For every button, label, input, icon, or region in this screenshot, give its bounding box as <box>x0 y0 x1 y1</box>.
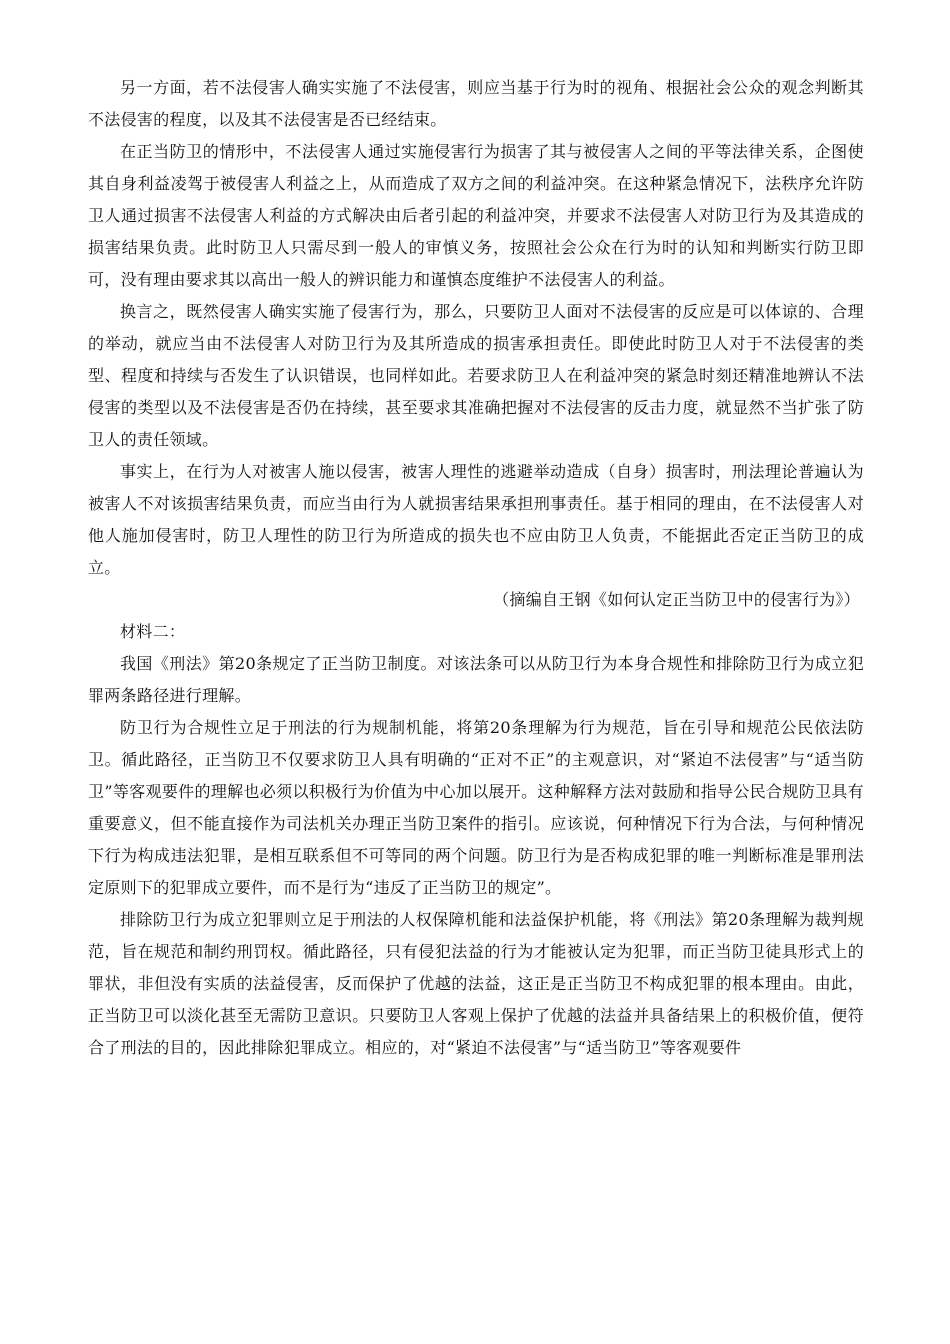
paragraph-6: 防卫行为合规性立足于刑法的行为规制机能，将第20条理解为行为规范，旨在引导和规范公民依法防卫。循此路径，正当防卫不仅要求防卫人具有明确的“正对不正”的主观意识，对“紧迫不法侵害”与“适当防卫”等客观要件的理解也必须以积极行为价值为中心加以展开。这种解释方法对鼓励和指导公民合规防卫具有重要意义，但不能直接作为司法机关办理正当防卫案件的指引。应该说，何种情况下行为合法，与何种情况下行为构成违法犯罪，是相互联系但不可等同的两个问题。防卫行为是否构成犯罪的唯一判断标准是罪刑法定原则下的犯罪成立要件，而不是行为“违反了正当防卫的规定”。 <box>88 718 864 897</box>
document-page <box>88 72 864 1064</box>
paragraph-1: 另一方面，若不法侵害人确实实施了不法侵害，则应当基于行为时的视角、根据社会公众的观念判断其不法侵害的程度，以及其不法侵害是否已经结束。 <box>88 78 864 129</box>
paragraph-5: 我国《刑法》第20条规定了正当防卫制度。对该法条可以从防卫行为本身合规性和排除防卫行为成立犯罪两条路径进行理解。 <box>88 654 864 705</box>
paragraph-3: 换言之，既然侵害人确实实施了侵害行为，那么，只要防卫人面对不法侵害的反应是可以体谅的、合理的举动，就应当由不法侵害人对防卫行为及其所造成的损害承担责任。即使此时防卫人对于不法侵害的类型、程度和持续与否发生了认识错误，也同样如此。若要求防卫人在利益冲突的紧急时刻还精准地辨认不法侵害的类型以及不法侵害是否仍在持续，甚至要求其准确把握对不法侵害的反击力度，就显然不当扩张了防卫人的责任领域。 <box>88 302 864 449</box>
paragraph-7: 排除防卫行为成立犯罪则立足于刑法的人权保障机能和法益保护机能，将《刑法》第20条理解为裁判规范，旨在规范和制约刑罚权。循此路径，只有侵犯法益的行为才能被认定为犯罪，而正当防卫徒具形式上的罪状，非但没有实质的法益侵害，反而保护了优越的法益，这正是正当防卫不构成犯罪的根本理由。由此，正当防卫可以淡化甚至无需防卫意识。只要防卫人客观上保护了优越的法益并具备结果上的积极价值，便符合了刑法的目的，因此排除犯罪成立。相应的，对“紧迫不法侵害”与“适当防卫”等客观要件 <box>88 910 864 1057</box>
paragraph-4: 事实上，在行为人对被害人施以侵害，被害人理性的逃避举动造成（自身）损害时，刑法理论普遍认为被害人不对该损害结果负责，而应当由行为人就损害结果承担刑事责任。基于相同的理由，在不法侵害人对他人施加侵害时，防卫人理性的防卫行为所造成的损失也不应由防卫人负责，不能据此否定正当防卫的成立。 <box>88 462 864 577</box>
source-citation: （摘编自王钢《如何认定正当防卫中的侵害行为》） <box>493 590 860 609</box>
paragraph-2: 在正当防卫的情形中，不法侵害人通过实施侵害行为损害了其与被侵害人之间的平等法律关系，企图使其自身利益凌驾于被侵害人利益之上，从而造成了双方之间的利益冲突。在这种紧急情况下，法秩序允许防卫人通过损害不法侵害人利益的方式解决由后者引起的利益冲突，并要求不法侵害人对防卫行为及其造成的损害结果负责。此时防卫人只需尽到一般人的审慎义务，按照社会公众在行为时的认知和判断实行防卫即可，没有理由要求其以高出一般人的辨识能力和谨慎态度维护不法侵害人的利益。 <box>88 142 864 289</box>
material-two-label: 材料二： <box>120 622 186 641</box>
